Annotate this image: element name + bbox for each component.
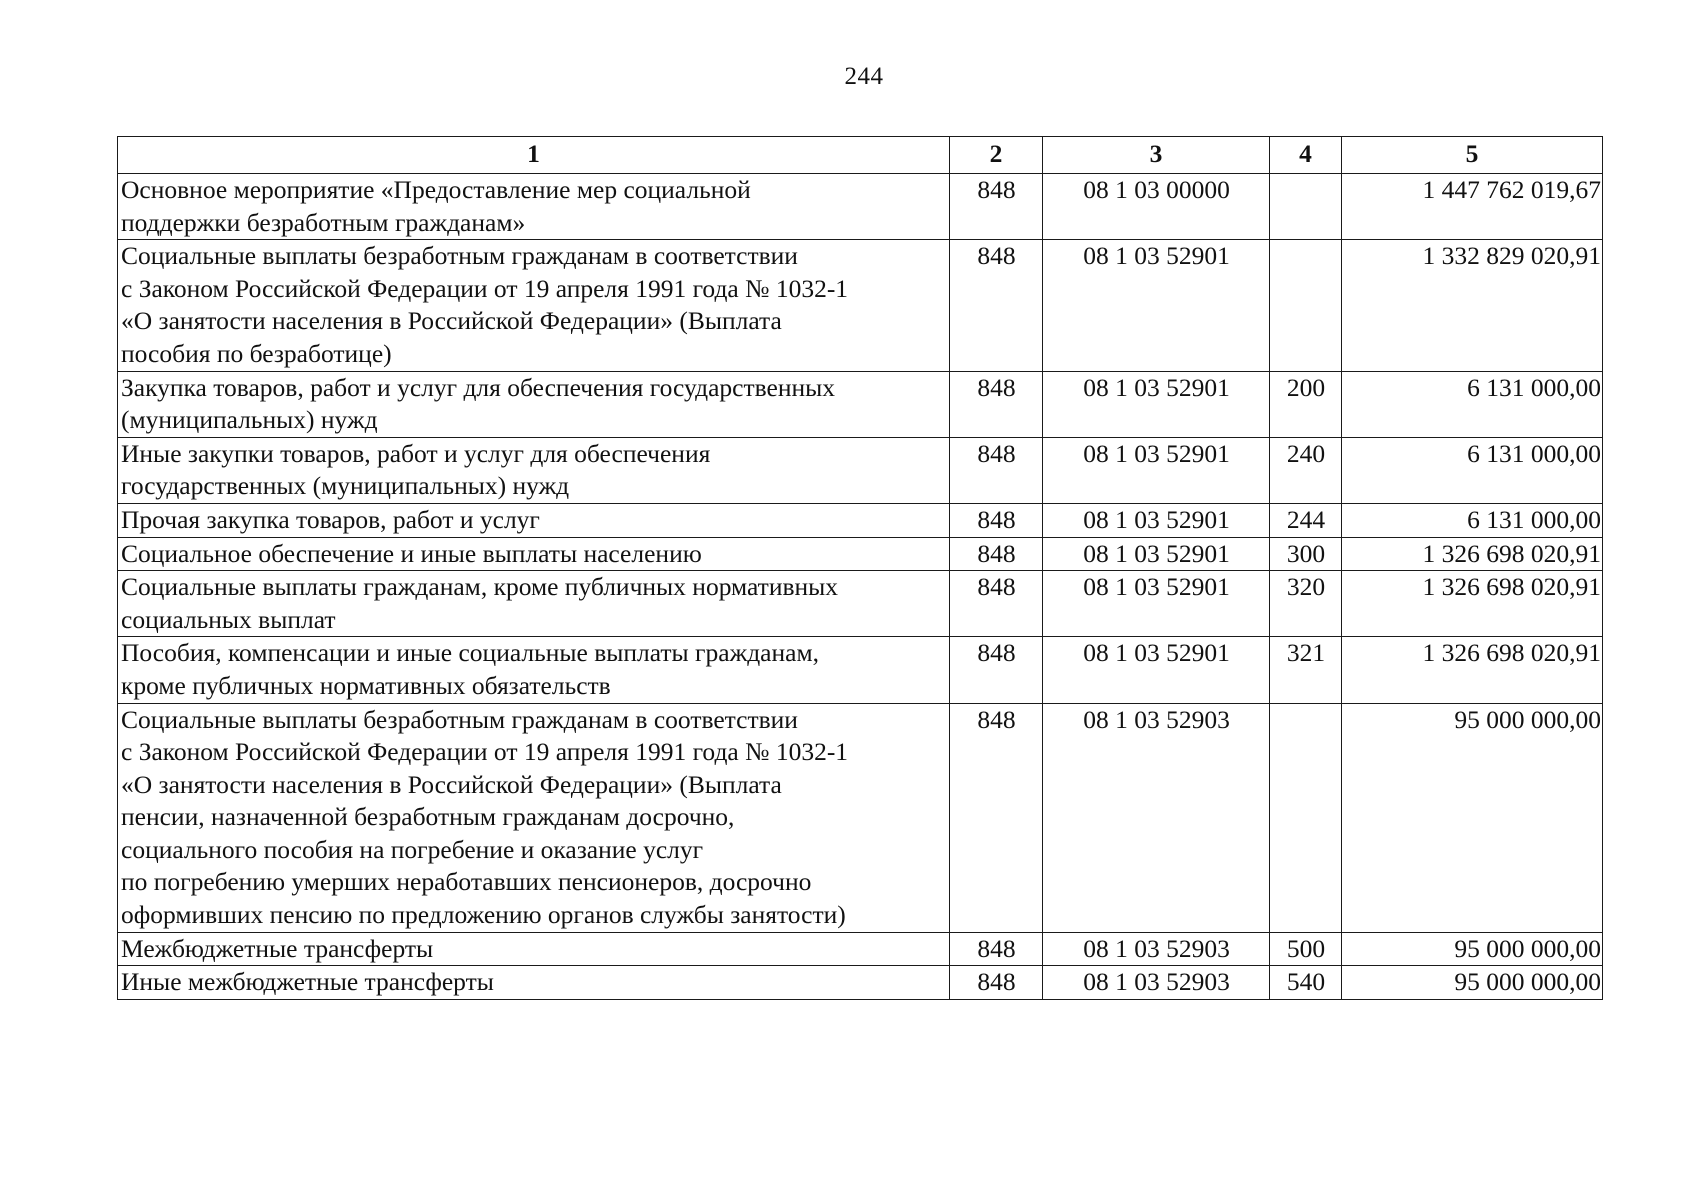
row-target-code: 08 1 03 52901 [1043, 437, 1270, 503]
row-expense-type: 540 [1270, 966, 1342, 1000]
row-name-line: Прочая закупка товаров, работ и услуг [121, 504, 540, 534]
row-name-line: с Законом Российской Федерации от 19 апреля 1991 года № 1032-1 [121, 273, 849, 303]
row-admin-code: 848 [950, 966, 1043, 1000]
row-sum: 1 326 698 020,91 [1342, 537, 1603, 571]
row-name-line: кроме публичных нормативных обязательств [121, 670, 611, 700]
row-name-line: «О занятости населения в Российской Федерации» (Выплата [121, 306, 782, 336]
table-row [118, 571, 1603, 637]
header-col-4: 4 [1270, 137, 1342, 174]
row-name-cell [118, 966, 950, 1000]
row-admin-code: 848 [950, 174, 1043, 240]
row-name-line: пособия по безработице) [121, 338, 392, 368]
row-sum: 1 326 698 020,91 [1342, 637, 1603, 703]
row-admin-code: 848 [950, 637, 1043, 703]
table-body [118, 174, 1603, 1000]
table-row [118, 703, 1603, 932]
table-row [118, 966, 1603, 1000]
row-target-code: 08 1 03 52901 [1043, 571, 1270, 637]
page-number: 244 [844, 63, 884, 90]
row-sum: 6 131 000,00 [1342, 371, 1603, 437]
row-name-line: Межбюджетные трансферты [121, 933, 434, 963]
row-sum: 95 000 000,00 [1342, 932, 1603, 966]
row-expense-type: 320 [1270, 571, 1342, 637]
row-name-line: Закупка товаров, работ и услуг для обеспечения государственных [121, 372, 836, 402]
row-name-line: государственных (муниципальных) нужд [121, 471, 570, 501]
header-row [118, 137, 1603, 174]
table-row [118, 637, 1603, 703]
row-name-line: «О занятости населения в Российской Федерации» (Выплата [121, 769, 782, 799]
row-name-cell [118, 437, 950, 503]
row-target-code: 08 1 03 00000 [1043, 174, 1270, 240]
row-sum: 1 447 762 019,67 [1342, 174, 1603, 240]
row-expense-type: 500 [1270, 932, 1342, 966]
row-name-line: Социальные выплаты гражданам, кроме публичных нормативных [121, 572, 839, 602]
table-row [118, 932, 1603, 966]
table-row [118, 503, 1603, 537]
row-admin-code: 848 [950, 371, 1043, 437]
row-name-line: оформивших пенсию по предложению органов службы занятости) [121, 900, 846, 930]
header-col-5: 5 [1342, 137, 1603, 174]
row-name-line: социальных выплат [121, 604, 336, 634]
row-target-code: 08 1 03 52903 [1043, 703, 1270, 932]
row-expense-type: 244 [1270, 503, 1342, 537]
row-target-code: 08 1 03 52903 [1043, 932, 1270, 966]
row-admin-code: 848 [950, 571, 1043, 637]
row-expense-type: 321 [1270, 637, 1342, 703]
row-expense-type: 300 [1270, 537, 1342, 571]
row-sum: 95 000 000,00 [1342, 966, 1603, 1000]
row-name-cell [118, 637, 950, 703]
row-name-line: по погребению умерших неработавших пенсионеров, досрочно [121, 867, 812, 897]
row-target-code: 08 1 03 52901 [1043, 537, 1270, 571]
row-target-code: 08 1 03 52903 [1043, 966, 1270, 1000]
row-expense-type [1270, 240, 1342, 371]
row-sum: 95 000 000,00 [1342, 703, 1603, 932]
table-row [118, 371, 1603, 437]
header-col-3: 3 [1043, 137, 1270, 174]
row-sum: 1 326 698 020,91 [1342, 571, 1603, 637]
row-target-code: 08 1 03 52901 [1043, 371, 1270, 437]
row-name-line: пенсии, назначенной безработным гражданам досрочно, [121, 802, 735, 832]
row-name-line: (муниципальных) нужд [121, 405, 378, 435]
row-name-line: социального пособия на погребение и оказание услуг [121, 834, 704, 864]
row-name-cell [118, 240, 950, 371]
row-expense-type [1270, 174, 1342, 240]
row-name-line: Социальные выплаты безработным гражданам в соответствии [121, 241, 798, 271]
row-name-cell [118, 371, 950, 437]
table-row [118, 437, 1603, 503]
row-name-line: Основное мероприятие «Предоставление мер социальной [121, 175, 751, 204]
row-admin-code: 848 [950, 503, 1043, 537]
row-sum: 6 131 000,00 [1342, 503, 1603, 537]
table-row [118, 537, 1603, 571]
row-name-line: Социальные выплаты безработным гражданам в соответствии [121, 704, 798, 734]
row-admin-code: 848 [950, 437, 1043, 503]
row-admin-code: 848 [950, 537, 1043, 571]
row-name-line: Иные межбюджетные трансферты [121, 967, 494, 997]
row-target-code: 08 1 03 52901 [1043, 240, 1270, 371]
table-row [118, 174, 1603, 240]
row-name-line: Социальное обеспечение и иные выплаты населению [121, 538, 702, 568]
row-admin-code: 848 [950, 703, 1043, 932]
row-name-cell [118, 932, 950, 966]
row-name-cell [118, 174, 950, 240]
row-name-cell [118, 537, 950, 571]
row-name-line: с Законом Российской Федерации от 19 апреля 1991 года № 1032-1 [121, 737, 849, 767]
header-col-2: 2 [950, 137, 1043, 174]
row-expense-type: 200 [1270, 371, 1342, 437]
row-expense-type: 240 [1270, 437, 1342, 503]
row-sum: 6 131 000,00 [1342, 437, 1603, 503]
header-col-1: 1 [118, 137, 950, 174]
budget-table [117, 136, 1603, 1000]
row-admin-code: 848 [950, 240, 1043, 371]
table-header [118, 137, 1603, 174]
row-name-cell [118, 703, 950, 932]
row-name-line: Иные закупки товаров, работ и услуг для обеспечения [121, 438, 711, 468]
row-admin-code: 848 [950, 932, 1043, 966]
row-name-cell [118, 503, 950, 537]
row-expense-type [1270, 703, 1342, 932]
row-sum: 1 332 829 020,91 [1342, 240, 1603, 371]
table-row [118, 240, 1603, 371]
row-target-code: 08 1 03 52901 [1043, 637, 1270, 703]
row-name-cell [118, 571, 950, 637]
row-target-code: 08 1 03 52901 [1043, 503, 1270, 537]
row-name-line: поддержки безработным гражданам» [121, 207, 526, 237]
row-name-line: Пособия, компенсации и иные социальные выплаты гражданам, [121, 638, 819, 668]
